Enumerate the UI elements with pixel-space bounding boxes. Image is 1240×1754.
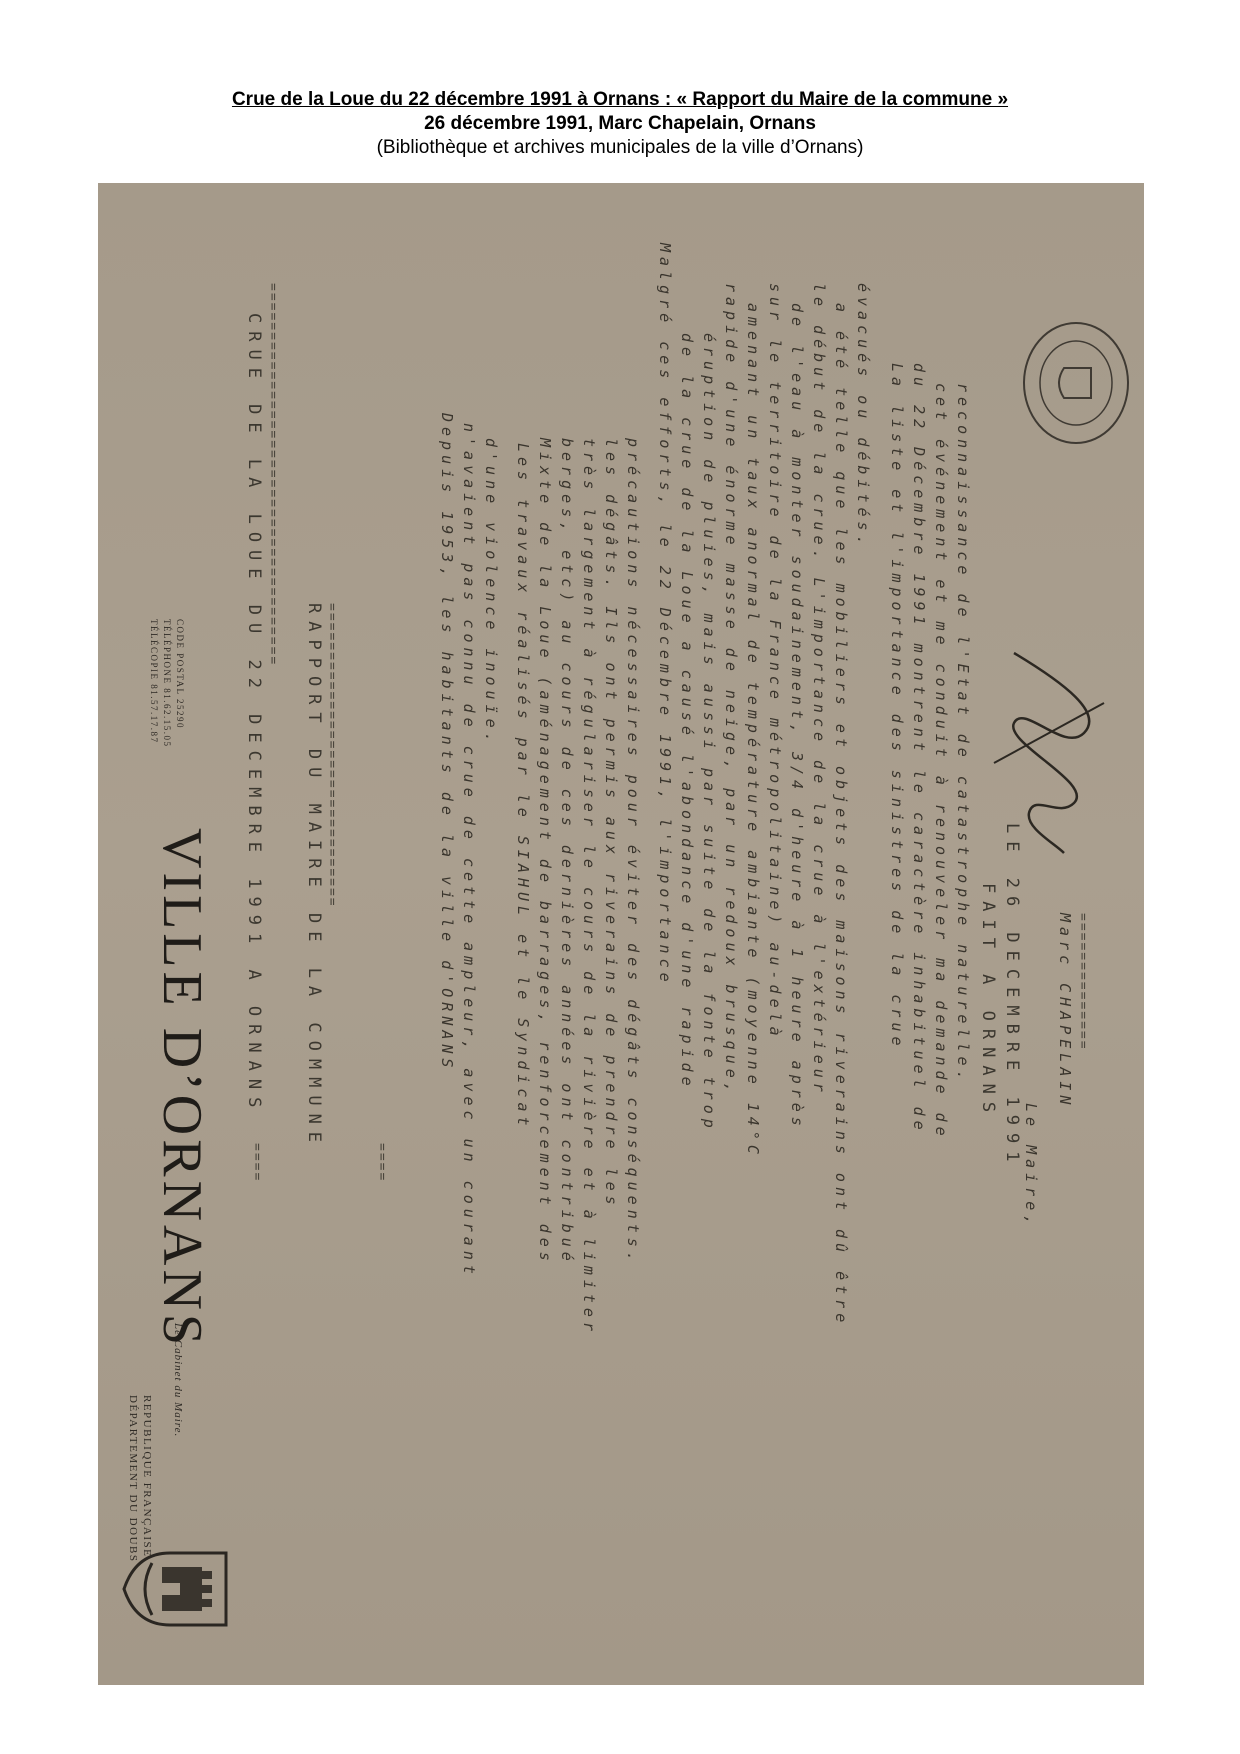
paragraph-line: a été telle que les mobiliers et objets des maisons riverains ont dû être — [832, 303, 850, 1328]
document-photo — [98, 183, 1144, 1685]
paragraph-line: précautions nécessaires pour éviter des dégâts conséquents. — [624, 438, 642, 1266]
paragraph-line: Mixte de la Loue (aménagement de barrages, renforcement des — [536, 438, 554, 1266]
paragraph-line: Malgré ces efforts, le 22 Décembre 1991, l'importance — [656, 243, 674, 987]
paragraph-line: de l'eau à monter soudainement, 3/4 d'heure à 1 heure après — [788, 303, 806, 1131]
document-title: CRUE DE LA LOUE DU 22 DECEMBRE 1991 A ORNANS — [244, 313, 264, 1116]
document-caption — [0, 88, 1240, 160]
telecopie: TÉLÉCOPIE 81.57.17.87 — [149, 619, 159, 744]
paragraph-line: cet événement et me conduit à renouveler ma demande de — [932, 383, 950, 1141]
paragraph-line: du 22 Décembre 1991 montrent le caractère inhabituel de — [910, 363, 928, 1135]
paragraph-line: éruption de pluies, mais aussi par suite de la fonte trop — [700, 333, 718, 1133]
caption-subtitle: 26 décembre 1991, Marc Chapelain, Ornans — [424, 113, 816, 134]
handwritten-signature-icon — [984, 643, 1124, 863]
town-seal-stamp-icon — [1016, 313, 1136, 453]
caption-source: (Bibliothèque et archives municipales de la ville d’Ornans) — [376, 137, 864, 158]
paragraph-line: Les travaux réalisés par le SIAHUL et le Syndicat — [514, 443, 532, 1131]
signatory-role: Le Maire, — [1022, 1103, 1040, 1230]
paragraph-line: évacués ou débités. — [854, 283, 872, 550]
separator: ==== — [374, 1143, 389, 1183]
paragraph-line: La liste et l'importance des sinistres de la crue — [888, 363, 906, 1051]
letterhead-republique: REPUBLIQUE FRANÇAISE DÉPARTEMENT DU DOUBS — [127, 1395, 153, 1563]
paragraph-line: d'une violence inouïe. — [482, 438, 500, 747]
document-subtitle-rule: =============================== — [324, 603, 339, 908]
telephone: TÉLÉPHONE 81.62.15.05 — [162, 619, 172, 748]
caption-title: Crue de la Loue du 22 décembre 1991 à Ornans : « Rapport du Maire de la commune » — [231, 89, 1009, 110]
document-subtitle: RAPPORT DU MAIRE DE LA COMMUNE — [304, 603, 324, 1151]
signatory-rule: ============== — [1075, 913, 1090, 1051]
paragraph-line: amenant un taux anormal de température ambiante (moyenne 14°C — [744, 303, 762, 1159]
paragraph-line: le début de la crue. L'importance de la crue à l'extérieur — [810, 283, 828, 1097]
document-title-rule: ======================================= — [265, 283, 280, 667]
paragraph-line: reconnaissance de l'Etat de catastrophe naturelle. — [954, 383, 972, 1085]
paragraph-line: Depuis 1953, les habitants de la ville d'ORNANS — [438, 413, 456, 1073]
letterhead-cabinet: Le Cabinet du Maire. — [172, 1323, 184, 1438]
letterhead-ville: VILLE D’ORNANS — [151, 828, 213, 1350]
paragraph-line: n'avaient pas connu de crue de cette ampleur, avec un courant — [460, 423, 478, 1279]
separator: ==== — [249, 1143, 264, 1183]
letter-sheet — [98, 183, 1144, 1685]
code-postal: CODE POSTAL 25290 — [175, 619, 185, 729]
paragraph-line: rapide d'une énorme masse de neige, par un redoux brusque, — [722, 283, 740, 1097]
fait-a: FAIT A ORNANS — [978, 883, 998, 1121]
paragraph-line: sur le territoire de la France métropolitaine) au-delà — [766, 283, 784, 1041]
paragraph-line: très largement à régulariser le cours de la rivière et à limiter — [580, 438, 598, 1336]
paragraph-line: de la crue de la Loue a causé l'abondance d'une rapide — [678, 333, 696, 1091]
paragraph-line: berges, etc) au cours de ces dernières années ont contribué — [558, 438, 576, 1266]
signing-date: LE 26 DECEMBRE 1991 — [1002, 823, 1022, 1170]
letterhead-contact — [147, 619, 186, 748]
signatory-name: Marc CHAPELAIN — [1056, 913, 1074, 1110]
paragraph-line: les dégâts. Ils ont permis aux riverains de prendre les — [602, 438, 620, 1210]
